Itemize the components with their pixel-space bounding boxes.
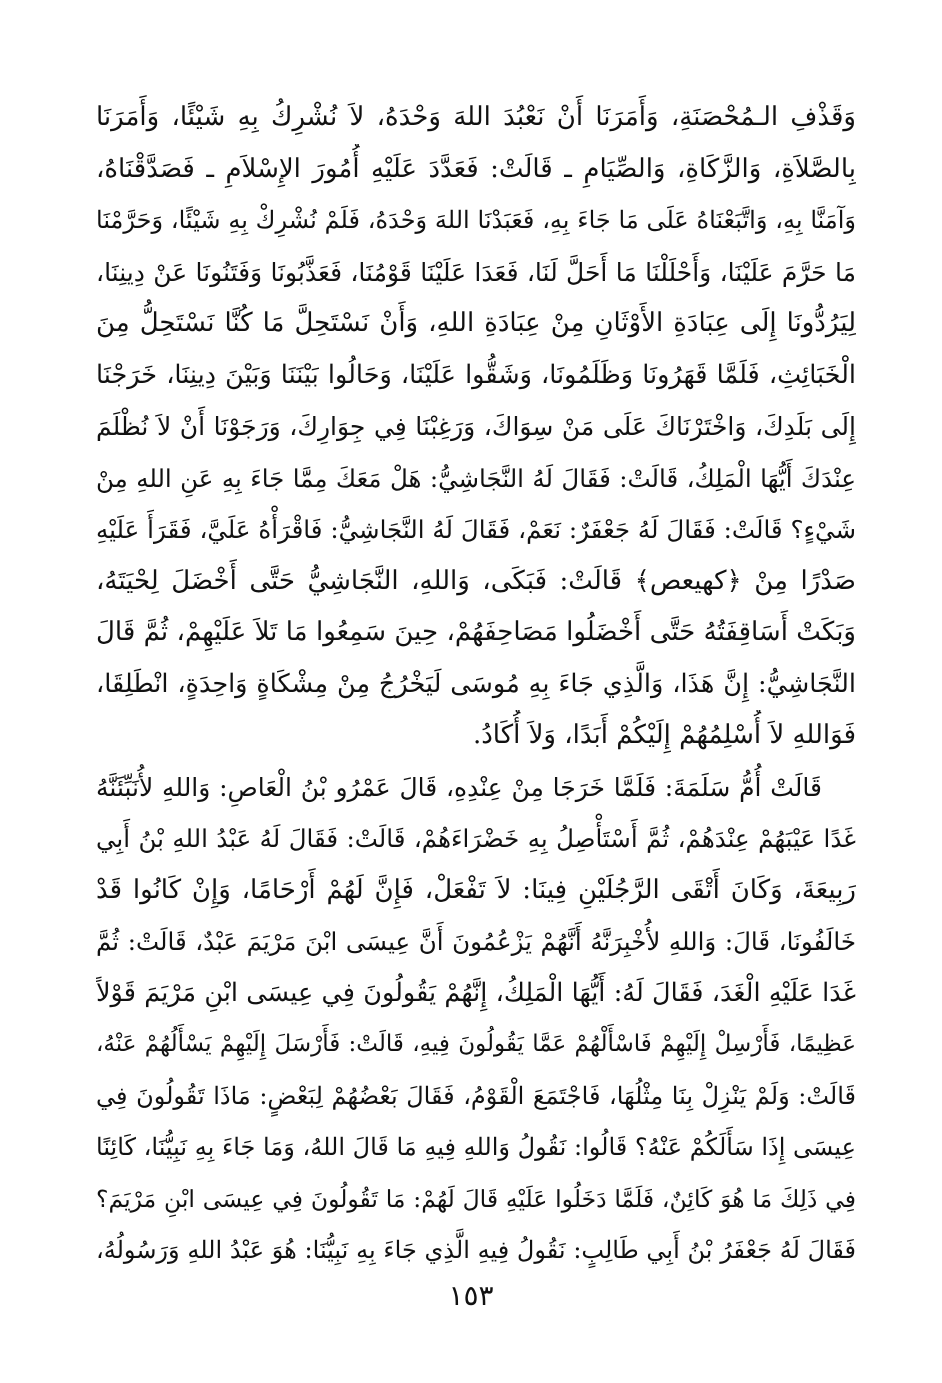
- text-line: قَالَتْ أُمُّ سَلَمَةَ: فَلَمَّا خَرَجَا مِنْ عِنْدِهِ، قَالَ عَمْرُو بْنُ الْعَاصِ: وَاللهِ لأُنَبِّئَنَّهُ: [96, 772, 822, 802]
- text-line: خَالَفُونَا، قَالَ: وَاللهِ لأُخْبِرَنَّهُ أَنَّهُمْ يَزْعُمُونَ أَنَّ عِيسَى ابْنَ مَرْيَمَ عَبْدٌ، قَالَتْ: ثُمَّ: [96, 927, 856, 956]
- text-line: عَظِيمًا، فَأَرْسِلْ إِلَيْهِمْ فَاسْأَلْهُمْ عَمَّا يَقُولُونَ فِيهِ، قَالَتْ: فَأَرْسَلَ إِلَيْهِمْ يَسْأَلُهُمْ عَنْهُ،: [96, 1031, 856, 1057]
- text-line: صَدْرًا مِنْ ﴿كهيعص﴾ قَالَتْ: فَبَكَى، وَاللهِ، النَّجَاشِيُّ حَتَّى أَخْضَلَ لِحْيَتَهُ،: [96, 565, 856, 596]
- text-line: لِيَرُدُّونَا إِلَى عِبَادَةِ الأَوْثَانِ مِنْ عِبَادَةِ اللهِ، وَأَنْ نَسْتَحِلَّ مَا كُنَّا نَسْتَحِلُّ مِنَ: [96, 308, 856, 338]
- text-line: إِلَى بَلَدِكَ، وَاخْتَرْنَاكَ عَلَى مَنْ سِوَاكَ، وَرَغِبْنَا فِي جِوَارِكَ، وَرَجَوْنَا أَنْ لاَ نُظْلَمَ: [96, 412, 856, 441]
- text-line: قَالَتْ: وَلَمْ يَنْزِلْ بِنَا مِثْلُهَا، فَاجْتَمَعَ الْقَوْمُ، فَقَالَ بَعْضُهُمْ لِبَعْضٍ: مَاذَا تَقُولُونَ فِي: [96, 1081, 856, 1110]
- text-line: مَا حَرَّمَ عَلَيْنَا، وَأَحْلَلْنَا مَا أَحَلَّ لَنَا، فَعَدَا عَلَيْنَا قَوْمُنَا، فَعَذَّبُونَا وَفَتَنُونَا عَنْ دِينِنَا،: [96, 257, 856, 287]
- text-line: غَدًا عَيْبَهُمْ عِنْدَهُمْ، ثُمَّ أَسْتَأْصِلُ بِهِ خَضْرَاءَهُمْ، قَالَتْ: فَقَالَ لَهُ عَبْدُ اللهِ بْنُ أَبِي: [96, 824, 856, 853]
- page-number: ١٥٣: [448, 1279, 494, 1312]
- text-line: بِالصَّلاَةِ، وَالزَّكَاةِ، وَالصِّيَامِ ـ قَالَتْ: فَعَدَّدَ عَلَيْهِ أُمُورَ الإِسْلاَمِ ـ فَصَدَّقْنَاهُ،: [96, 153, 856, 184]
- text-line: رَبِيعَةَ، وَكَانَ أَتْقَى الرَّجُلَيْنِ فِينَا: لاَ تَفْعَلْ، فَإِنَّ لَهُمْ أَرْحَامًا، وَإِنْ كَانُوا قَدْ: [96, 874, 856, 905]
- paragraph-1: [96, 92, 856, 762]
- text-line: فَوَاللهِ لاَ أُسْلِمُهُمْ إِلَيْكُمْ أَبَدًا، وَلاَ أُكَادُ.: [472, 720, 856, 750]
- text-line: شَيْءٍ؟ قَالَتْ: فَقَالَ لَهُ جَعْفَرٌ: نَعَمْ، فَقَالَ لَهُ النَّجَاشِيُّ: فَاقْرَأْهُ عَلَيَّ، فَقَرَأَ عَلَيْهِ: [96, 515, 856, 544]
- text-line: غَدَا عَلَيْهِ الْغَدَ، فَقَالَ لَهُ: أَيُّهَا الْمَلِكُ، إِنَّهُمْ يَقُولُونَ فِي عِيسَى ابْنِ مَرْيَمَ قَوْلاً: [96, 977, 856, 1008]
- text-line: وَبَكَتْ أَسَاقِفَتُهُ حَتَّى أَخْضَلُوا مَصَاحِفَهُمْ، حِينَ سَمِعُوا مَا تَلاَ عَلَيْهِمْ، ثُمَّ قَالَ: [96, 617, 856, 647]
- text-line: وَقَذْفِ الـمُحْصَنَةِ، وَأَمَرَنَا أَنْ نَعْبُدَ اللهَ وَحْدَهُ، لاَ نُشْرِكُ بِهِ شَيْئًا، وَأَمَرَنَا: [96, 102, 856, 132]
- text-line: وَآمَنَّا بِهِ، وَاتَّبَعْنَاهُ عَلَى مَا جَاءَ بِهِ، فَعَبَدْنَا اللهَ وَحْدَهُ، فَلَمْ نُشْرِكْ بِهِ شَيْئًا، وَحَرَّمْنَا: [96, 206, 856, 234]
- text-line: الْخَبَائِثِ، فَلَمَّا قَهَرُونَا وَظَلَمُونَا، وَشَقُّوا عَلَيْنَا، وَحَالُوا بَيْنَنَا وَبَيْنَ دِينِنَا، خَرَجْنَا: [96, 359, 856, 390]
- text-line: فَقَالَ لَهُ جَعْفَرُ بْنُ أَبِي طَالِبٍ: نَقُولُ فِيهِ الَّذِي جَاءَ بِهِ نَبِيُّنَا: هُوَ عَبْدُ اللهِ وَرَسُولُهُ،: [96, 1236, 856, 1264]
- text-line: فِي ذَلِكَ مَا هُوَ كَائِنٌ، فَلَمَّا دَخَلُوا عَلَيْهِ قَالَ لَهُمْ: مَا تَقُولُونَ فِي عِيسَى ابْنِ مَرْيَمَ؟: [96, 1184, 856, 1213]
- paragraph-2: [96, 762, 856, 1277]
- page-body: [96, 92, 856, 1277]
- text-line: النَّجَاشِيُّ: إِنَّ هَذَا، وَالَّذِي جَاءَ بِهِ مُوسَى لَيَخْرُجُ مِنْ مِشْكَاةٍ وَاحِدَةٍ، انْطَلِقَا،: [96, 668, 856, 699]
- text-line: عِنْدَكَ أَيُّهَا الْمَلِكُ، قَالَتْ: فَقَالَ لَهُ النَّجَاشِيُّ: هَلْ مَعَكَ مِمَّا جَاءَ بِهِ عَنِ اللهِ مِنْ: [96, 463, 856, 493]
- text-line: عِيسَى إِذَا سَأَلَكُمْ عَنْهُ؟ قَالُوا: نَقُولُ وَاللهِ فِيهِ مَا قَالَ اللهُ، وَمَا جَاءَ بِهِ نَبِيُّنَا، كَائِنًا: [96, 1133, 856, 1161]
